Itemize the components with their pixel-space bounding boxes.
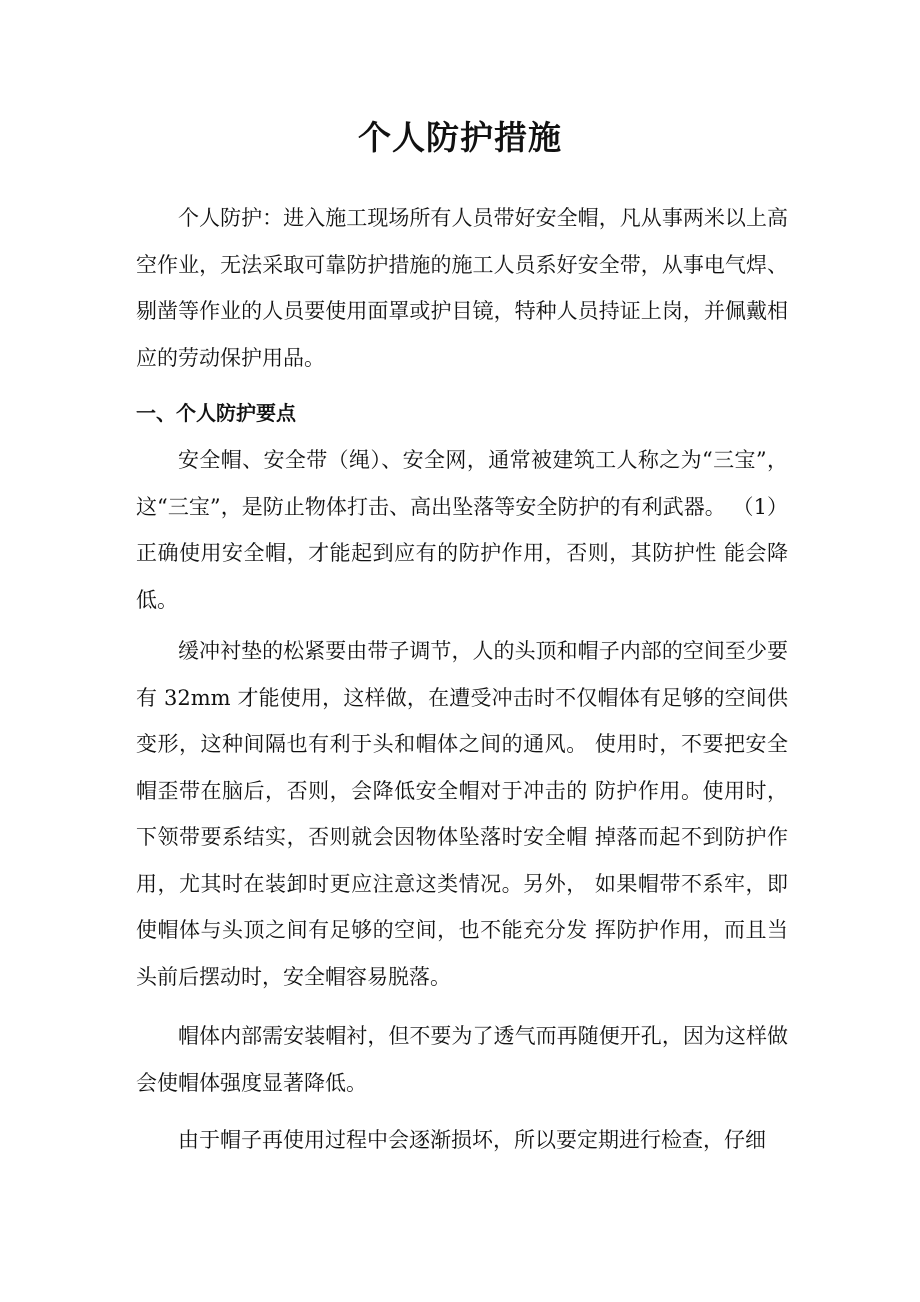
body-paragraph-three-treasures: 安全帽、安全带（绳）、安全网，通常被建筑工人称之为“三宝”， 这“三宝”，是防止物体打击、高出坠落等安全防护的有利武器。 （1） 正确使用安全帽，才能起到应有的防护作用，否则，其防护性 能会降低。 [136, 448, 788, 612]
body-paragraph-cushion: 缓冲衬垫的松紧要由带子调节，人的头顶和帽子内部的空间至少要有 32mm 才能使用，这样做，在遭受冲击时不仅帽体有足够的空间供变形，这种间隔也有利于头和帽体之间的通风。 使用时，不要把安全帽歪带在脑后，否则，会降低安全帽对于冲击的 防护作用。使用时，下领带要系结实，否则就会因物体坠落时安全帽 掉落而起不到防护作用，尤其时在装卸时更应注意这类情况。另外， 如果帽带不系牢，即使帽体与头顶之间有足够的空间，也不能充分发 挥防护作用，而且当头前后摆动时，安全帽容易脱落。 [136, 639, 788, 989]
section-heading: 一、个人防护要点 [136, 401, 296, 425]
document-title: 个人防护措施 [358, 118, 562, 157]
body-paragraph-inspection: 由于帽子再使用过程中会逐渐损坏，所以要定期进行检查，仔细 [178, 1128, 766, 1152]
body-paragraph-helmet-lining: 帽体内部需安装帽衬，但不要为了透气而再随便开孔，因为这样做会使帽体强度显著降低。 [136, 1024, 788, 1095]
intro-paragraph: 个人防护：进入施工现场所有人员带好安全帽，凡从事两米以上高空作业，无法采取可靠防护措施的施工人员系好安全带，从事电气焊、剔凿等作业的人员要使用面罩或护目镜，特种人员持证上岗，并佩戴相应的劳动保护用品。 [136, 206, 788, 370]
